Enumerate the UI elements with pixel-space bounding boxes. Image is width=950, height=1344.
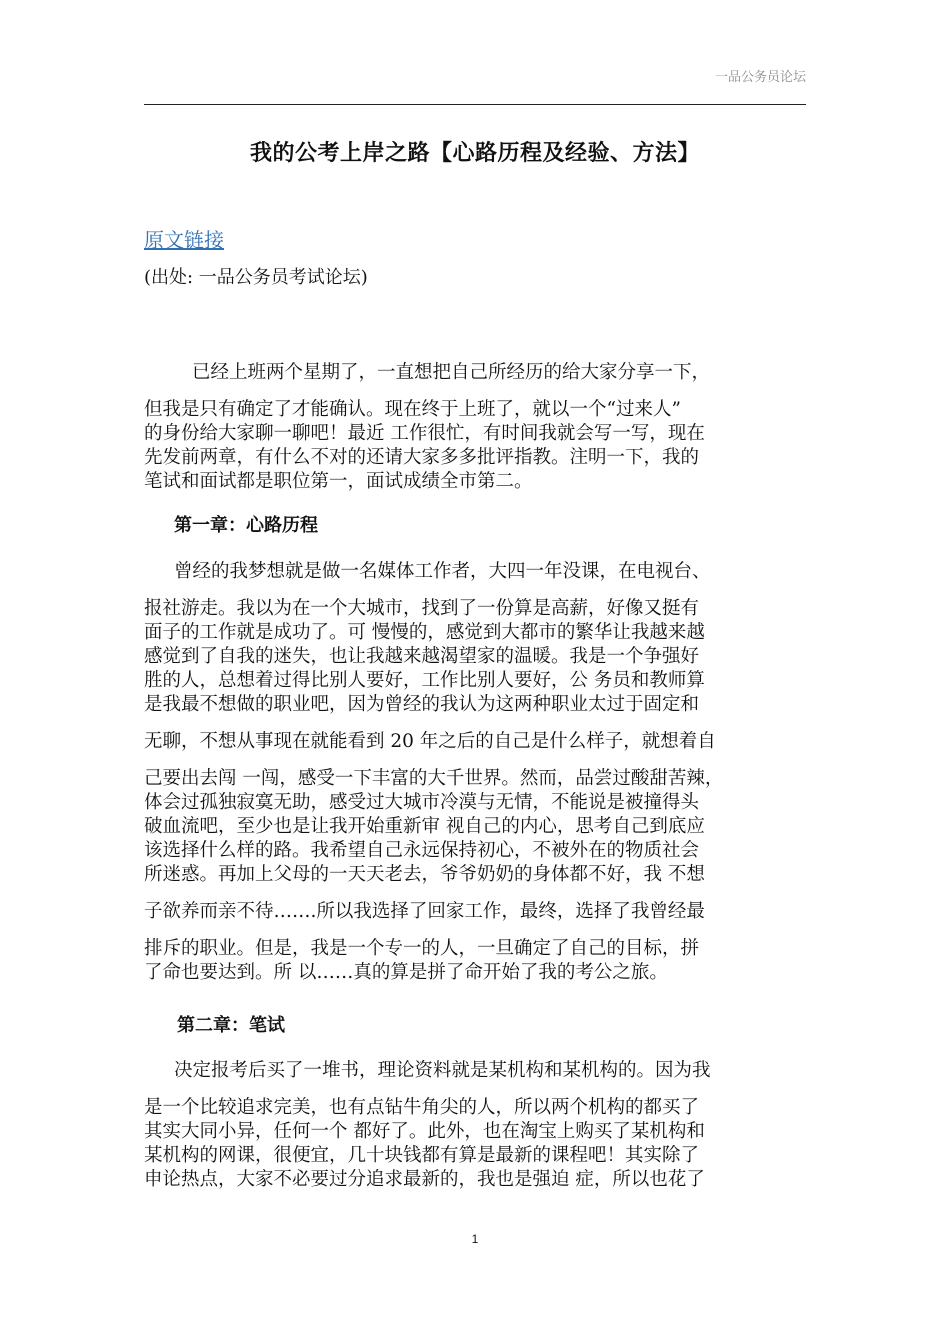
text-line: 面子的工作就是成功了。可 慢慢的，感觉到大都市的繁华让我越来越 [144, 622, 705, 643]
text-line: 决定报考后买了一堆书，理论资料就是某机构和某机构的。因为我 [174, 1060, 711, 1081]
source-note: (出处: 一品公务员考试论坛) [144, 267, 368, 288]
chapter-2-heading: 第二章：笔试 [177, 1015, 285, 1036]
text-line: 己要出去闯 一闯，感受一下丰富的大千世界。然而，品尝过酸甜苦辣， [144, 768, 724, 789]
text-line: 已经上班两个星期了，一直想把自己所经历的给大家分享一下， [192, 362, 711, 383]
chapter-1-paragraph [144, 560, 809, 985]
text-line: 感觉到了自我的迷失，也让我越来越渴望家的温暖。我是一个争强好 [144, 646, 700, 667]
text-line: 的身份给大家聊一聊吧！最近 工作很忙，有时间我就会写一写，现在 [144, 423, 705, 444]
header-divider [144, 104, 806, 105]
header-text: 一品公务员论坛 [714, 70, 806, 85]
text-line: 是我最不想做的职业吧，因为曾经的我认为这两种职业太过于固定和 [144, 694, 700, 715]
text-line: 某机构的网课，很便宜，几十块钱都有算是最新的课程吧！其实除了 [144, 1145, 700, 1166]
text-line: 破血流吧，至少也是让我开始重新审 视自己的内心，思考自己到底应 [144, 816, 705, 837]
text-line: 但我是只有确定了才能确认。现在终于上班了，就以一个“过来人” [144, 399, 681, 420]
text-line: 排斥的职业。但是，我是一个专一的人，一旦确定了自己的目标，拼 [144, 938, 700, 959]
page-number: 1 [471, 1232, 479, 1246]
text-line: 胜的人，总想着过得比别人要好，工作比别人要好，公 务员和教师算 [144, 670, 705, 691]
chapter-2-paragraph [144, 1059, 809, 1192]
text-line: 了命也要达到。所 以……真的算是拼了命开始了我的考公之旅。 [144, 962, 668, 983]
text-line: 其实大同小异，任何一个 都好了。此外，也在淘宝上购买了某机构和 [144, 1121, 705, 1142]
text-line: 先发前两章，有什么不对的还请大家多多批评指教。注明一下，我的 [144, 447, 700, 468]
intro-paragraph [144, 361, 809, 494]
text-line: 曾经的我梦想就是做一名媒体工作者，大四一年没课，在电视台、 [174, 561, 711, 582]
text-line: 所迷惑。再加上父母的一天天老去，爷爷奶奶的身体都不好，我 不想 [144, 864, 705, 885]
text-line: 该选择什么样的路。我希望自己永远保持初心，不被外在的物质社会 [144, 840, 700, 861]
text-line: 子欲养而亲不待…….所以我选择了回家工作，最终，选择了我曾经最 [144, 901, 705, 922]
page-title: 我的公考上岸之路【心路历程及经验、方法】 [249, 140, 700, 166]
text-line: 申论热点，大家不必要过分追求最新的，我也是强迫 症，所以也花了 [144, 1169, 705, 1190]
text-line: 笔试和面试都是职位第一，面试成绩全市第二。 [144, 471, 533, 492]
text-line: 报社游走。我以为在一个大城市，找到了一份算是高薪，好像又挺有 [144, 598, 700, 619]
chapter-1-heading: 第一章：心路历程 [174, 515, 318, 536]
text-line: 无聊，不想从事现在就能看到 20 年之后的自己是什么样子，就想着自 [144, 731, 716, 752]
text-line: 体会过孤独寂寞无助，感受过大城市冷漠与无情，不能说是被撞得头 [144, 792, 700, 813]
text-line: 是一个比较追求完美，也有点钻牛角尖的人，所以两个机构的都买了 [144, 1097, 700, 1118]
original-link[interactable]: 原文链接 [144, 228, 224, 252]
